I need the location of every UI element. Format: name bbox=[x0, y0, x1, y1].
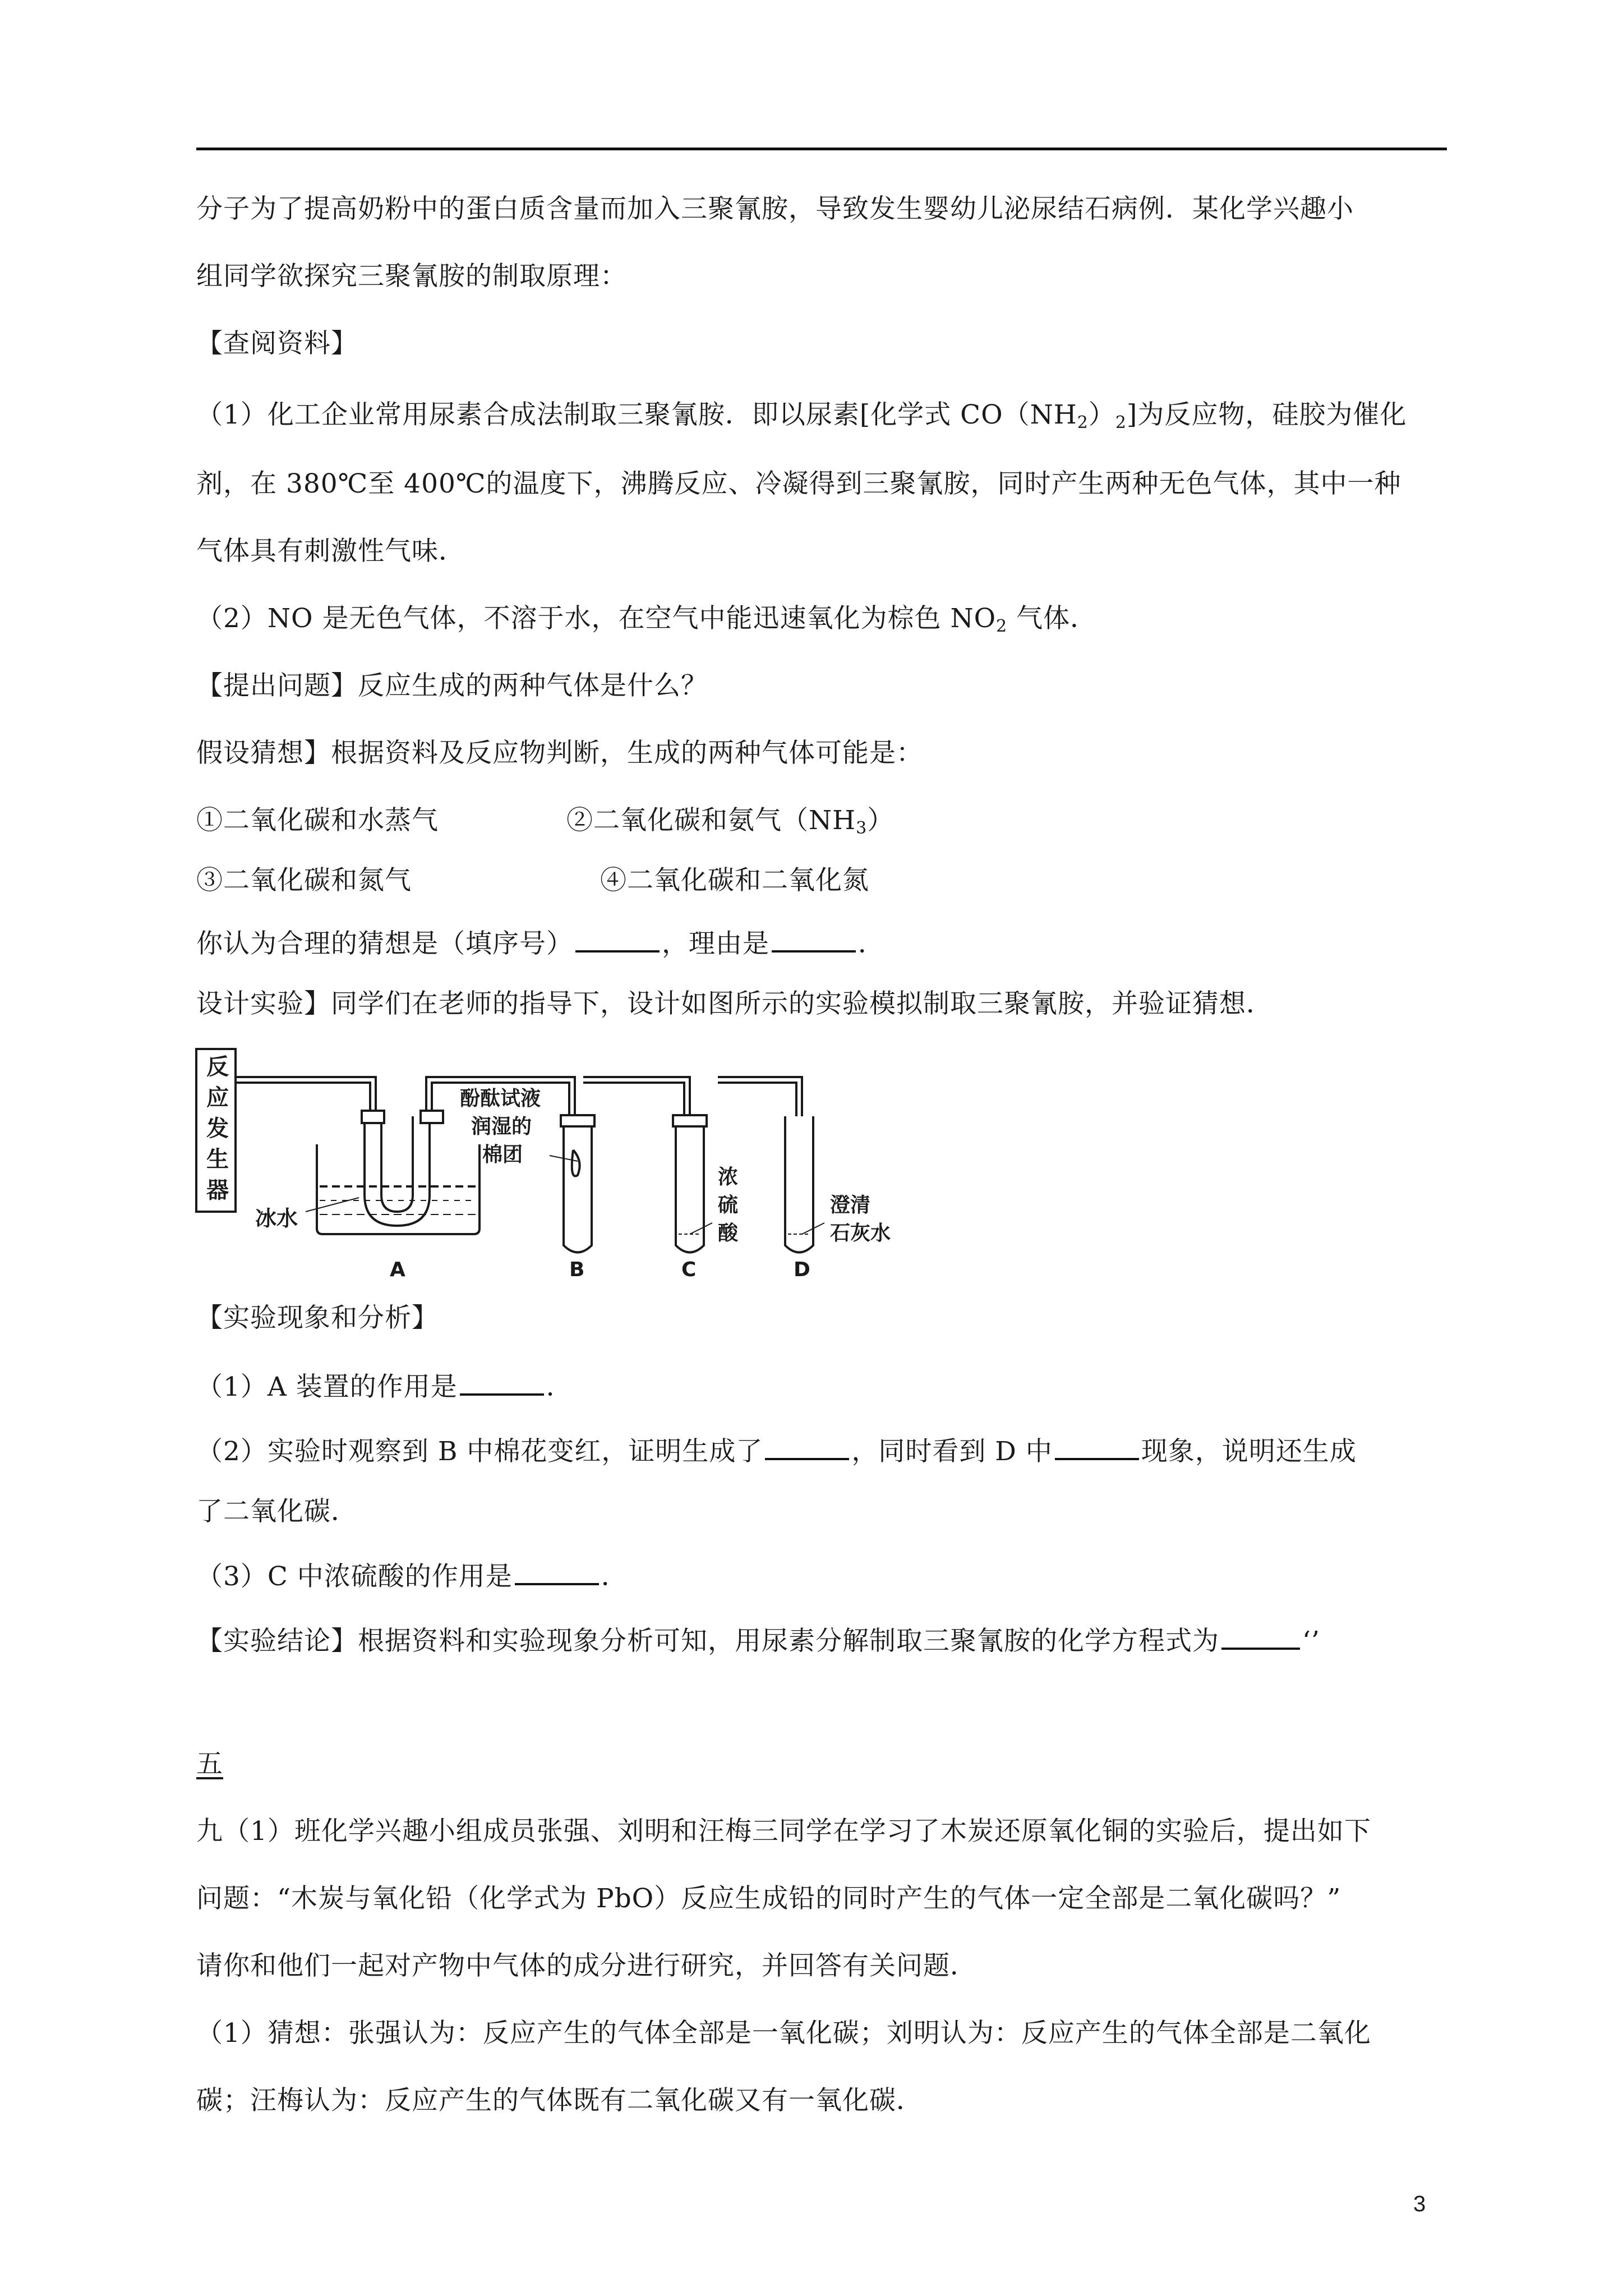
u-tube bbox=[365, 1116, 430, 1226]
section-heading: 【查阅资料】 bbox=[196, 328, 358, 359]
apparatus-diagram bbox=[191, 1032, 942, 1285]
paragraph-line: 九（1）班化学兴趣小组成员张强、刘明和汪梅三同学在学习了木炭还原氧化铜的实验后，提出如下 bbox=[196, 1816, 1371, 1847]
paragraph-line: 请你和他们一起对产物中气体的成分进行研究，并回答有关问题． bbox=[196, 1950, 977, 1981]
answer-blank[interactable] bbox=[1221, 1623, 1300, 1650]
answer-blank[interactable] bbox=[460, 1369, 544, 1396]
beaker bbox=[317, 1144, 479, 1234]
paragraph-line: 设计实验】同学们在老师的指导下，设计如图所示的实验模拟制取三聚氰胺，并验证猜想． bbox=[196, 988, 1273, 1019]
question-heading: 【提出问题】反应生成的两种气体是什么？ bbox=[196, 670, 708, 701]
option-4: ④二氧化碳和二氧化氮 bbox=[600, 865, 869, 896]
acid-label: 酸 bbox=[718, 1222, 739, 1245]
generator-label: 生 bbox=[206, 1147, 229, 1172]
option-1: ①二氧化碳和水蒸气 bbox=[196, 805, 439, 836]
conclusion-line: 【实验结论】根据资料和实验现象分析可知，用尿素分解制取三聚氰胺的化学方程式为 ‘’ bbox=[196, 1623, 1320, 1658]
question-line: （3）C 中浓硫酸的作用是 ． bbox=[196, 1558, 628, 1594]
test-tube-c bbox=[676, 1126, 704, 1253]
answer-blank[interactable] bbox=[575, 926, 660, 953]
paragraph-line: 了二氧化碳． bbox=[196, 1496, 358, 1527]
option-2: ②二氧化碳和氨气$(NH_3)$ bbox=[566, 805, 895, 838]
question-line: （1）A 装置的作用是 ． bbox=[196, 1369, 573, 1404]
test-tube-b bbox=[564, 1126, 592, 1253]
lime-label: 石灰水 bbox=[830, 1222, 891, 1245]
answer-blank[interactable] bbox=[772, 926, 856, 953]
paragraph-line: （1）化工企业常用尿素合成法制取三聚氰胺．即以尿素[化学式 $CO(NH_2)_2$]为反应物，硅胶为催化 bbox=[196, 399, 1407, 432]
paragraph-line: 气体具有刺激性气味． bbox=[196, 536, 465, 567]
label-b: B bbox=[569, 1258, 585, 1281]
option-3: ③二氧化碳和氮气 bbox=[196, 865, 412, 896]
phenol-label: 棉团 bbox=[482, 1143, 523, 1166]
paragraph-line: 组同学欲探究三聚氰胺的制取原理： bbox=[196, 261, 627, 292]
header-rule bbox=[196, 148, 1447, 150]
phenol-label: 酚酞试液 bbox=[460, 1087, 541, 1110]
paragraph-line: （2）NO 是无色气体，不溶于水，在空气中能迅速氧化为棕色 $NO_2$ 气体． bbox=[196, 603, 1098, 636]
generator-label: 反 bbox=[206, 1054, 229, 1080]
paragraph-line: 碳；汪梅认为：反应产生的气体既有二氧化碳又有一氧化碳． bbox=[196, 2085, 923, 2116]
label-d: D bbox=[794, 1258, 810, 1281]
label-c: C bbox=[681, 1258, 697, 1281]
acid-label: 浓 bbox=[718, 1166, 739, 1189]
phenol-label: 润湿的 bbox=[471, 1115, 532, 1138]
section-number: 五 bbox=[196, 1749, 223, 1779]
paragraph-line: （1）猜想：张强认为：反应产生的气体全部是一氧化碳；刘明认为：反应产生的气体全部是二氧化 bbox=[196, 2018, 1371, 2049]
generator-label: 器 bbox=[206, 1177, 229, 1203]
acid-label: 硫 bbox=[718, 1194, 739, 1217]
paragraph-line: 分子为了提高奶粉中的蛋白质含量而加入三聚氰胺，导致发生婴幼儿泌尿结石病例．某化学兴趣小 bbox=[196, 194, 1354, 224]
label-a: A bbox=[390, 1258, 405, 1281]
page-number: 3 bbox=[1413, 2192, 1426, 2216]
generator-label: 应 bbox=[206, 1085, 229, 1111]
answer-blank[interactable] bbox=[765, 1433, 849, 1460]
paragraph-line: 问题：“木炭与氧化铅（化学式为 PbO）反应生成铅的同时产生的气体一定全部是二氧化碳吗？” bbox=[196, 1883, 1341, 1914]
question-line: 你认为合理的猜想是（填序号） ，理由是 ． bbox=[196, 926, 885, 961]
generator-label: 发 bbox=[206, 1116, 229, 1142]
paragraph-line: 剂，在 380℃至 400℃的温度下，沸腾反应、冷凝得到三聚氰胺，同时产生两种无色气体，其中一种 bbox=[196, 468, 1401, 499]
lime-label: 澄清 bbox=[830, 1194, 871, 1217]
ice-water-label: 冰水 bbox=[255, 1206, 298, 1231]
question-line: （2）实验时观察到 B 中棉花变红，证明生成了 ，同时看到 D 中 现象，说明还生成 bbox=[196, 1433, 1357, 1469]
section-heading: 【实验现象和分析】 bbox=[196, 1303, 439, 1333]
answer-blank[interactable] bbox=[515, 1558, 599, 1585]
answer-blank[interactable] bbox=[1055, 1433, 1139, 1460]
test-tube-d bbox=[785, 1116, 813, 1253]
paragraph-line: 假设猜想】根据资料及反应物判断，生成的两种气体可能是： bbox=[196, 738, 923, 769]
